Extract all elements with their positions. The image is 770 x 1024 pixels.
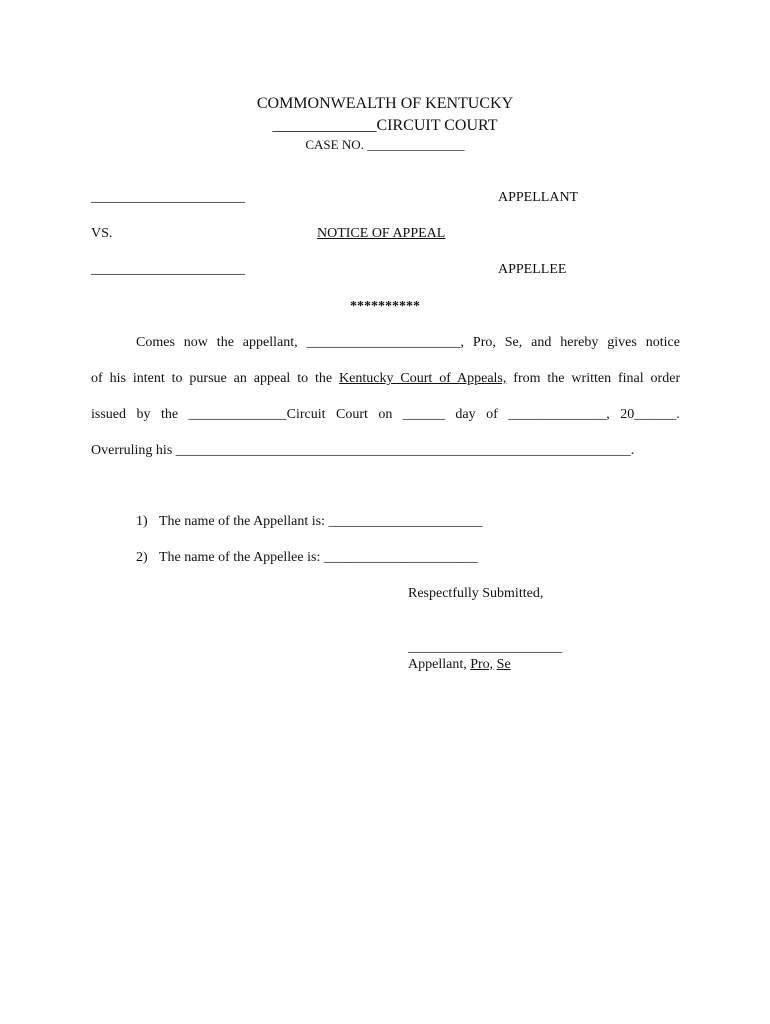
paragraph-line-2 xyxy=(91,372,680,386)
court-of-appeals-link: Kentucky Court of Appeals, xyxy=(339,371,507,386)
item-number-2: 2) xyxy=(136,550,148,565)
signature-label-pro: Pro, xyxy=(470,657,494,672)
paragraph-line-4: Overruling his _________________________________________________________________. xyxy=(91,443,635,458)
appellant-label: APPELLANT xyxy=(498,190,579,205)
signature-label-se: Se xyxy=(496,657,511,672)
separator-stars: ********** xyxy=(350,299,420,314)
item-text-1: The name of the Appellant is: ______________________ xyxy=(159,514,483,529)
versus-label: VS. xyxy=(91,226,113,241)
notice-title: NOTICE OF APPEAL xyxy=(317,226,446,241)
circuit-court-line: _____________CIRCUIT COURT xyxy=(272,117,498,134)
court-heading: COMMONWEALTH OF KENTUCKY xyxy=(256,95,514,112)
signature-label-appellant: Appellant, xyxy=(408,657,471,672)
item-number-1: 1) xyxy=(136,514,148,529)
paragraph-line-1: Comes now the appellant, ______________________, Pro, Se, and hereby gives notice xyxy=(136,335,680,350)
case-number: CASE NO. _______________ xyxy=(305,137,465,152)
item-text-2: The name of the Appellee is: ______________________ xyxy=(159,550,478,565)
signature-line: ______________________ xyxy=(408,640,562,655)
paragraph-line-3: issued by the ______________Circuit Court on ______ day of ______________, 20______. xyxy=(91,407,680,422)
appellee-label: APPELLEE xyxy=(498,262,567,277)
paragraph-line-2-end: from the written final order xyxy=(506,371,681,386)
signature-label xyxy=(408,658,511,672)
paragraph-line-2-start: of his intent to pursue an appeal to the xyxy=(91,371,340,386)
closing-text: Respectfully Submitted, xyxy=(408,586,544,601)
appellee-name-blank: ______________________ xyxy=(91,262,245,277)
appellant-name-blank: ______________________ xyxy=(91,190,245,205)
